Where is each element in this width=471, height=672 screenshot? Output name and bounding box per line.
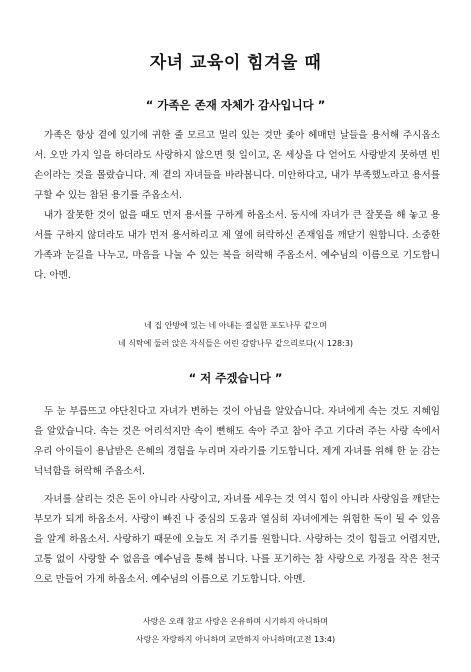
section2-verse-line-2: 사랑은 자랑하지 아니하며 교만하지 아니하며(고전 13:4) [135,635,336,644]
section2-paragraph-2: 자녀를 살리는 것은 돈이 아니라 사랑이고, 자녀를 세우는 것 역시 힘이 아니라 사랑임을 깨닫는 부모가 되게 하옵소서. 사랑이 빠진 나 중심의 도움과 열심히 자녀에게는 위험한 독이 될 수 있음을 알게 하옵소서. 사랑하기 때문에 오늘도 저 주기를 원합니다. 사랑하는 것이 힘들고 어렵지만, 고통 없이 사랑할 수 없음을 예수님을 통해 봅니다. 나를 포기하는 참 사랑으로 가정을 작은 천국으로 만들어 가게 하옵소서. 예수님의 이름으로 기도합니다. 아멘. [34,494,440,585]
page-title: 자녀 교육이 힘겨울 때 [149,53,322,73]
section2-verse-line-1: 사랑은 오래 참고 사랑은 온유하며 시기하지 아니하며 [142,617,329,626]
section1-heading: “ 가족은 존재 자체가 감사입니다 ” [145,98,326,112]
section2-paragraph-1: 두 눈 부릅뜨고 야단친다고 자녀가 변하는 것이 아님을 알았습니다. 자녀에게 속는 것도 지혜임을 알았습니다. 속는 것은 어리석지만 속이 뻔해도 속아 주고 참아 주고 기다려 주는 사랑 속에서 우리 아이들이 용납받은 은혜의 경험을 누리며 자라기를 기도합니다. 제게 자녀를 위해 한 눈 감는 넉넉함을 허락해 주옵소서. [34,406,440,477]
section2-heading: “ 저 주겠습니다 ” [188,371,283,385]
section1-paragraph-1: 가족은 항상 곁에 있기에 귀한 줄 모르고 멀리 있는 것만 좇아 헤매던 날들을 용서해 주시옵소서. 오만 가지 일을 하더라도 사랑하지 않으면 헛 일이고, 온 세상을 다 얻어도 사랑받지 못하면 빈손이라는 것을 몰랐습니다. 제 곁의 자녀들을 바라봅니다. 미안하다고, 내가 부족했노라고 용서를 구할 수 있는 참된 용기를 주옵소서. [34,130,440,201]
section1-verse-line-2: 네 식탁에 둘러 앉은 자식들은 어린 감람나무 같으리로다(시 128:3) [117,339,354,348]
section1-paragraph-2: 내가 잘못한 것이 없을 때도 먼저 용서를 구하게 하옵소서. 동시에 자녀가 큰 잘못을 해 놓고 용서를 구하지 않더라도 내가 먼저 용서하리고 제 옆에 허락하신 존재임을 깨닫기 원합니다. 소중한 가족과 눈길을 나누고, 마음을 나눌 수 있는 복을 허락해 주옵소서. 예수님의 이름으로 기도합니다. 아멘. [34,210,440,281]
section1-verse-line-1: 네 집 안방에 있는 네 아내는 결실한 포도나무 같으며 [144,321,327,330]
